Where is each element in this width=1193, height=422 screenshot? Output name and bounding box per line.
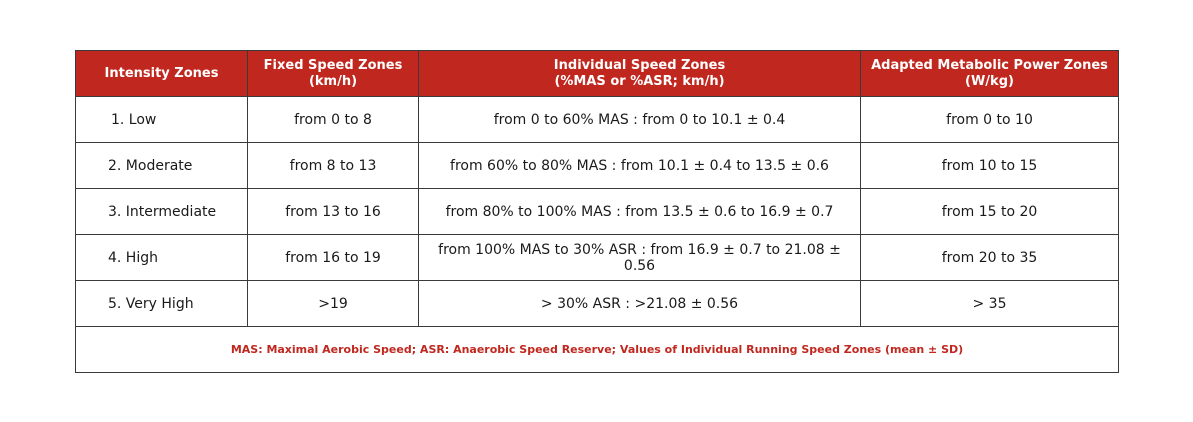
- zone-name-cell: 4. High: [76, 235, 248, 281]
- fixed-speed-cell: from 0 to 8: [248, 97, 419, 143]
- footnote-row: [76, 327, 1119, 373]
- individual-speed-cell: from 100% MAS to 30% ASR : from 16.9 ± 0.7 to 21.08 ± 0.56: [419, 235, 861, 281]
- individual-speed-cell: from 80% to 100% MAS : from 13.5 ± 0.6 to 16.9 ± 0.7: [419, 189, 861, 235]
- zone-name-cell: 5. Very High: [76, 281, 248, 327]
- fixed-speed-cell: from 13 to 16: [248, 189, 419, 235]
- table-row: [76, 143, 1119, 189]
- intensity-zones-table: [75, 50, 1119, 373]
- header-intensity-zones: [76, 51, 248, 97]
- header-metabolic-power-zones-title: Adapted Metabolic Power Zones: [871, 57, 1108, 73]
- table-row: [76, 235, 1119, 281]
- header-individual-speed-zones-unit: (%MAS or %ASR; km/h): [554, 73, 725, 89]
- table-row: [76, 97, 1119, 143]
- table-row: [76, 281, 1119, 327]
- table-row: [76, 189, 1119, 235]
- header-metabolic-power-zones-unit: (W/kg): [965, 73, 1014, 89]
- zone-name-cell: 2. Moderate: [76, 143, 248, 189]
- header-fixed-speed-zones-unit: (km/h): [308, 73, 358, 89]
- header-row: [76, 51, 1119, 97]
- header-individual-speed-zones: [419, 51, 861, 97]
- table-footer: [76, 327, 1119, 373]
- metabolic-power-cell: from 0 to 10: [861, 97, 1119, 143]
- table-header: [76, 51, 1119, 97]
- metabolic-power-cell: from 20 to 35: [861, 235, 1119, 281]
- metabolic-power-cell: > 35: [861, 281, 1119, 327]
- metabolic-power-cell: from 15 to 20: [861, 189, 1119, 235]
- individual-speed-cell: > 30% ASR : >21.08 ± 0.56: [419, 281, 861, 327]
- header-fixed-speed-zones: [248, 51, 419, 97]
- fixed-speed-cell: from 8 to 13: [248, 143, 419, 189]
- zone-name-cell: 1. Low: [76, 97, 248, 143]
- header-individual-speed-zones-title: Individual Speed Zones: [553, 57, 726, 73]
- footnote: MAS: Maximal Aerobic Speed; ASR: Anaerobic Speed Reserve; Values of Individual Running Speed Zones (mean ± SD): [76, 327, 1119, 373]
- header-fixed-speed-zones-title: Fixed Speed Zones: [263, 57, 403, 73]
- fixed-speed-cell: >19: [248, 281, 419, 327]
- fixed-speed-cell: from 16 to 19: [248, 235, 419, 281]
- individual-speed-cell: from 60% to 80% MAS : from 10.1 ± 0.4 to 13.5 ± 0.6: [419, 143, 861, 189]
- table-body: [76, 97, 1119, 327]
- individual-speed-cell: from 0 to 60% MAS : from 0 to 10.1 ± 0.4: [419, 97, 861, 143]
- metabolic-power-cell: from 10 to 15: [861, 143, 1119, 189]
- header-intensity-zones-label: Intensity Zones: [104, 65, 219, 81]
- zone-name-cell: 3. Intermediate: [76, 189, 248, 235]
- header-metabolic-power-zones: [861, 51, 1119, 97]
